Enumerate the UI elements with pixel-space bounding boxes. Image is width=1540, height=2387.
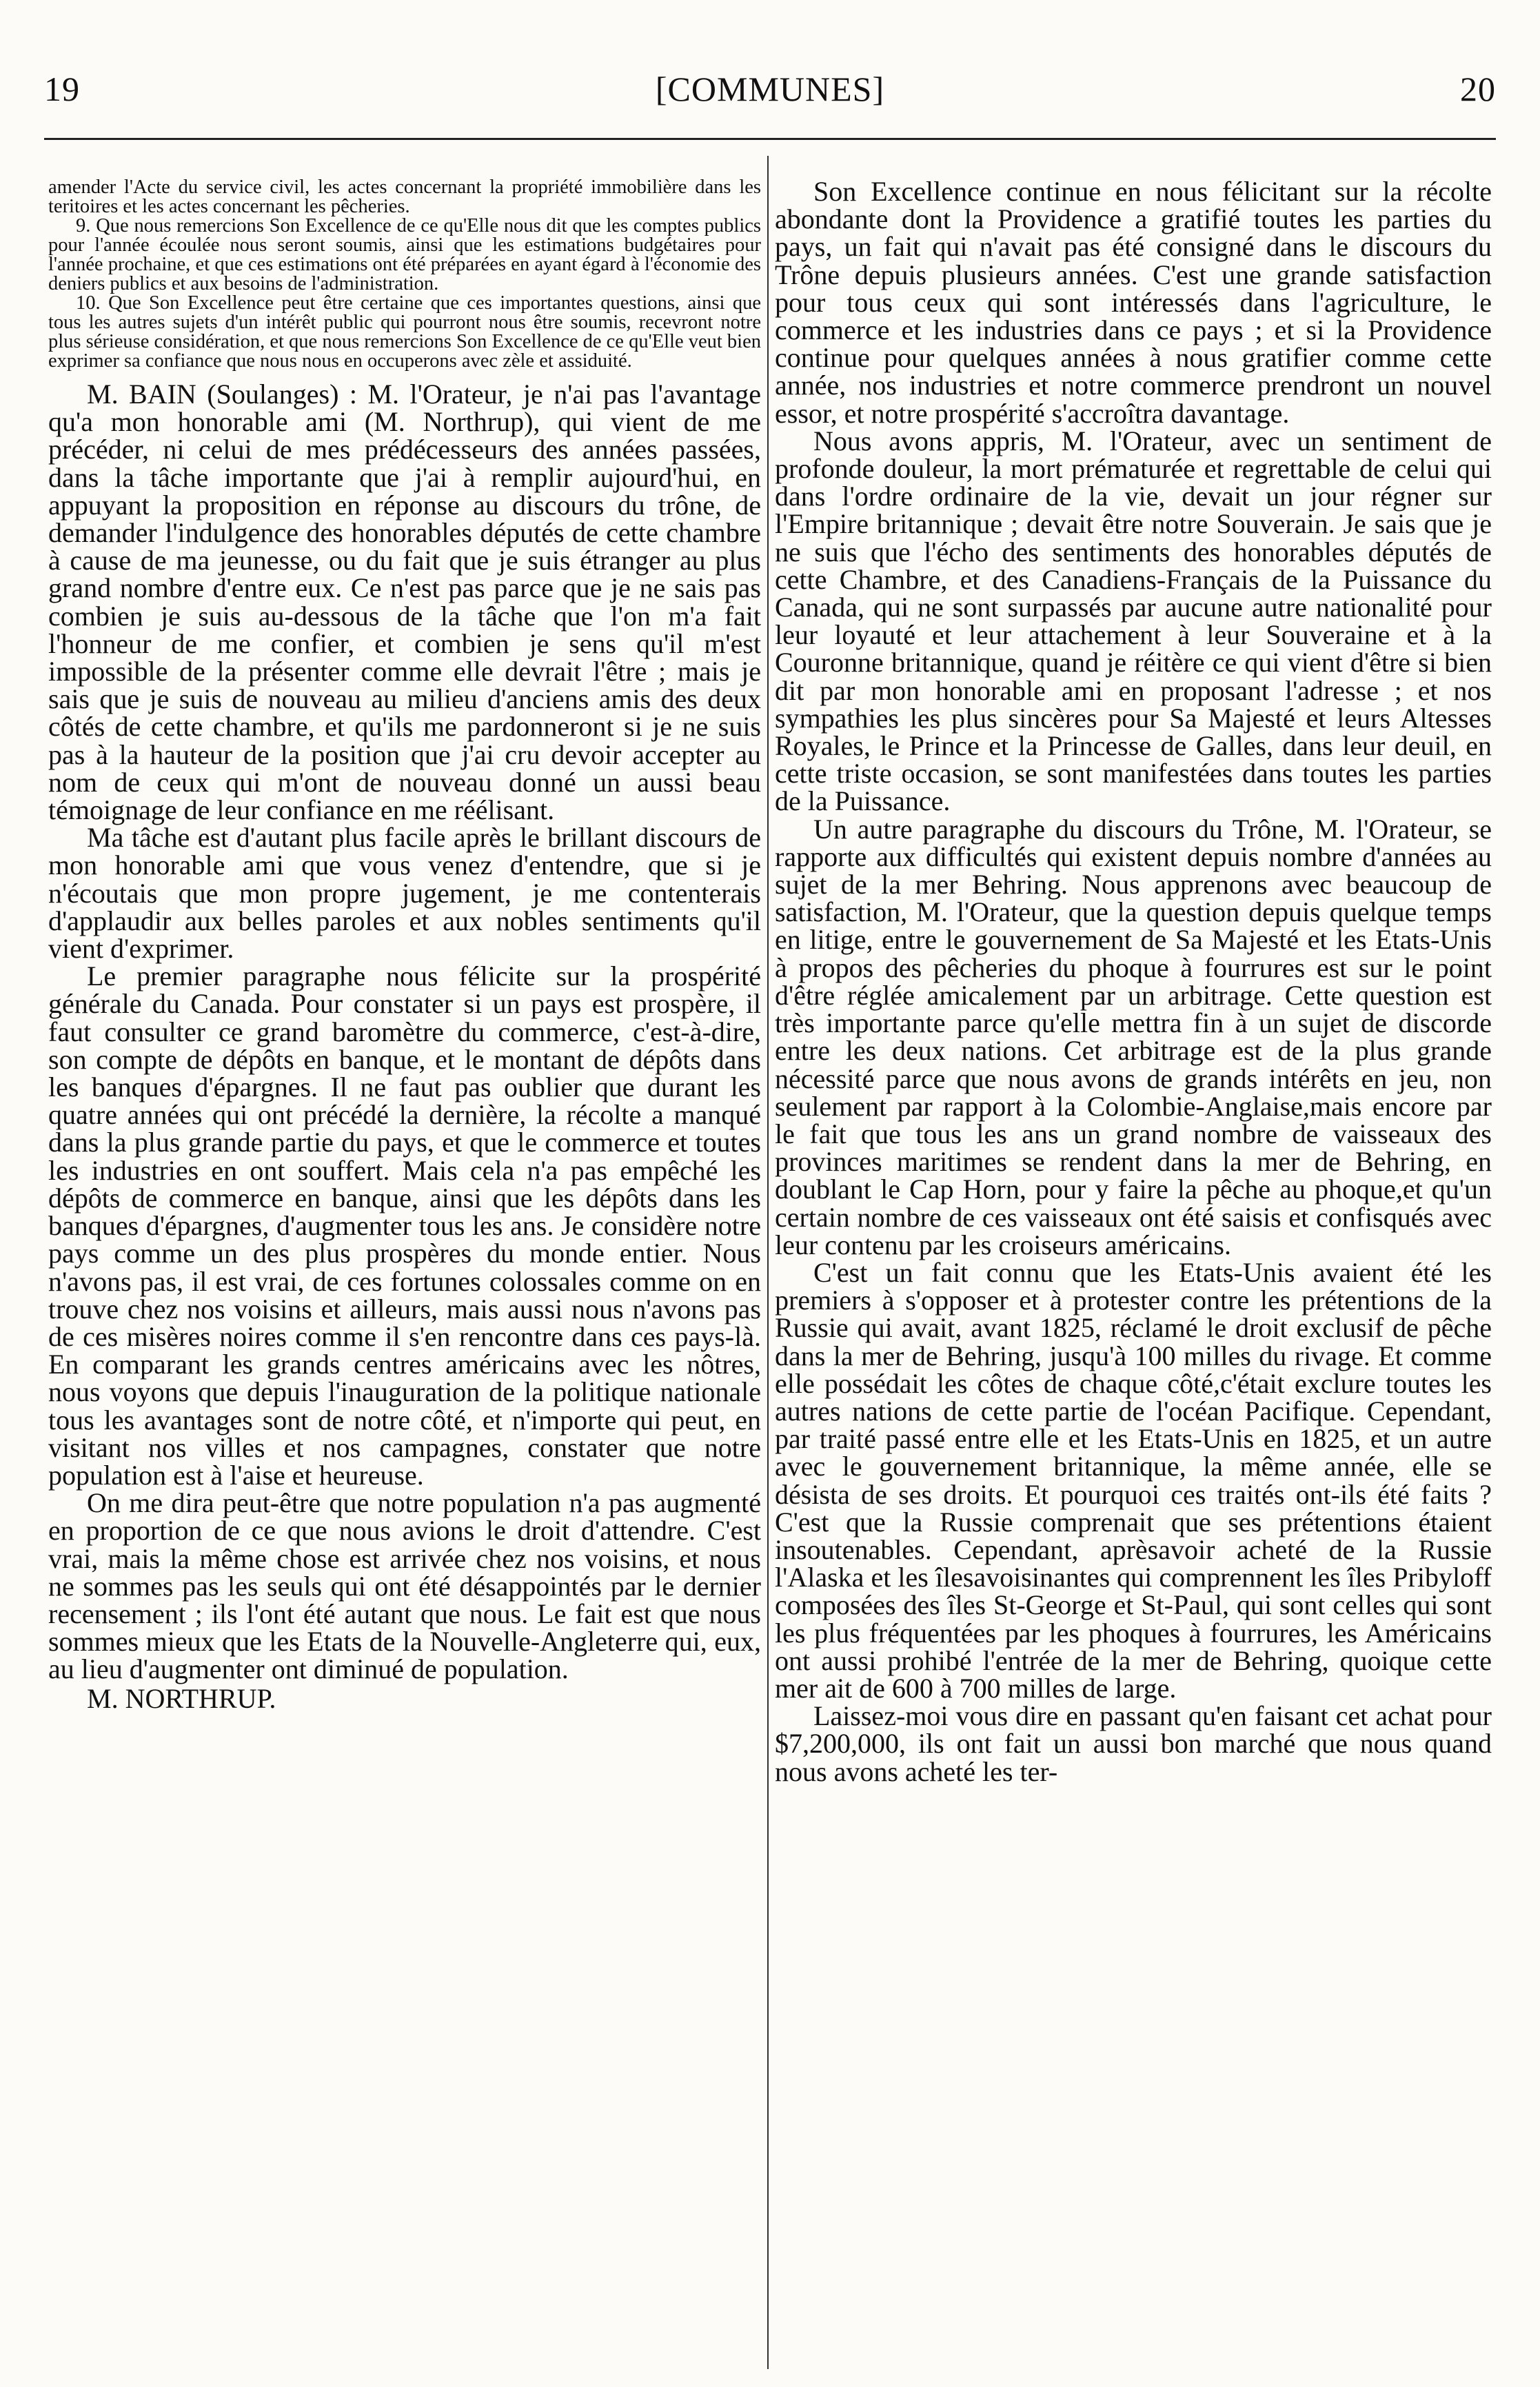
left-column	[48, 178, 761, 2370]
speech-paragraph: Ma tâche est d'autant plus facile après le brillant discours de mon honorable ami que vous venez d'entendre, que si je n'écoutais que mon propre jugement, je me contenterais d'applaudir aux belles paroles et aux nobles sentiments qu'il vient d'exprimer.	[48, 822, 761, 965]
speech-paragraph: C'est un fait connu que les Etats-Unis avaient été les premiers à s'opposer et à protester contre les prétentions de la Russie qui avait, avant 1825, réclamé le droit exclusif de pêche dans la mer de Behring, jusqu'à 100 milles du rivage. Et comme elle possédait les côtes de chaque côté,c'était exclure toutes les autres nations de cette partie de l'océan Pacifique. Cependant, par traité passé entre elle et les Etats-Unis en 1825, et un autre avec le gouvernement britannique, la même année, elle se désista de ses droits. Et pourquoi ces traités ont-ils été faits ? C'est que la Russie comprenait que ses prétentions étaient insoutenables. Cependant, aprèsavoir acheté de la Russie l'Alaska et les îlesavoisinantes qui comprennent les îles Pribyloff composées des îles St-George et St-Paul, qui sont celles qui sont les plus fréquentées par les phoques à fourrures, les Américains ont aussi prohibé l'entrée de la mer de Behring, quoique cette mer ait de 600 à 700 milles de large.	[775, 1256, 1492, 1704]
address-paragraph: 10. Que Son Excellence peut être certaine que ces importantes questions, ainsi que tous les autres sujets d'un intérêt public qui pourront nous être soumis, recevront notre plus sérieuse considération, et que nous remercions Son Excellence de ce qu'Elle veut bien exprimer sa confiance que nous nous en occuperons avec zèle et assiduité.	[48, 292, 761, 372]
speech-paragraph	[48, 381, 761, 824]
speaker-name: M. BAIN	[87, 379, 196, 410]
closing-speaker: M. NORTHRUP.	[87, 1682, 276, 1714]
address-paragraph: 9. Que nous remercions Son Excellence de ce qu'Elle nous dit que les comptes publics pour l'année écoulée nous seront soumis, ainsi que les estimations budgétaires pour l'année prochaine, et que ces estimations ont été préparées en ayant égard à l'économie des deniers publics et aux besoins de l'administration.	[48, 215, 761, 294]
page-number-left: 19	[44, 70, 80, 108]
speech-paragraph: Un autre paragraphe du discours du Trône, M. l'Orateur, se rapporte aux difficultés qui existent depuis nombre d'années au sujet de la mer Behring. Nous apprenons avec beaucoup de satisfaction, M. l'Orateur, que la question depuis quelque temps en litige, entre le gouvernement de Sa Majesté et les Etats-Unis à propos des pêcheries du phoque à fourrures est sur le point d'être réglée amicalement par un arbitrage. Cette question est très importante parce qu'elle mettra fin à un sujet de discorde entre les deux nations. Cet arbitrage est de la plus grande nécessité parce que nous avons de grands intérêts en jeu, non seulement par rapport à la Colombie-Anglaise,mais encore par le fait que tous les ans un grand nombre de vaisseaux des provinces maritimes se rendent dans la mer de Behring, en doublant le Cap Horn, pour y faire la pêche au phoque,et qu'un certain nombre de ces vaisseaux ont été saisis et confisqués avec leur contenu par les croiseurs américains.	[775, 813, 1492, 1260]
running-title: [COMMUNES]	[655, 70, 885, 108]
column-divider	[767, 156, 769, 2369]
page-number-right: 20	[1460, 70, 1496, 108]
speech-paragraph: Son Excellence continue en nous félicitant sur la récolte abondante dont la Providence a gratifié toutes les parties du pays, un fait qui n'avait pas été consigné dans le discours du Trône depuis plusieurs années. C'est une grande satisfaction pour tous ceux qui sont intéressés dans l'agriculture, le commerce et les industries dans ce pays ; et si la Providence continue pour quelques années à nous gratifier comme cette année, nos industries et notre commerce prendront un nouvel essor, et notre prospérité s'accroîtra davantage.	[775, 178, 1492, 429]
speech-text: M. l'Orateur, je n'ai pas l'avantage qu'a mon honorable ami (M. Northrup), qui vient de me précéder, ni celui de mes prédécesseurs des années passées, dans la tâche importante que j'ai à remplir aujourd'hui, en appuyant la proposition en réponse au discours du trône, de demander l'indulgence des honorables députés de cette chambre à cause de ma jeunesse, ou du fait que je suis étranger au plus grand nombre d'entre eux. Ce n'est pas parce que je ne sais pas combien je suis au-dessous de la tâche que l'on m'a fait l'honneur de me confier, et combien je sens qu'il m'est impossible de la présenter comme elle devrait l'être ; mais je sais que je suis de nouveau au milieu d'anciens amis des deux côtés de cette chambre, et qu'ils me pardonneront si je ne suis pas à la hauteur de la position que j'ai cru devoir accepter au nom de ceux qui m'ont de nouveau donné un aussi beau témoignage de leur confiance en me réélisant.	[48, 379, 761, 826]
right-column	[775, 178, 1492, 2370]
speech-paragraph: Laissez-moi vous dire en passant qu'en faisant cet achat pour $7,200,000, ils ont fait un aussi bon marché que nous quand nous avons acheté les ter-	[775, 1700, 1492, 1787]
speech-paragraph: On me dira peut-être que notre population n'a pas augmenté en proportion de ce que nous avions le droit d'attendre. C'est vrai, mais la même chose est arrivée chez nos voisins, et nous ne sommes pas les seuls qui ont été désappointés par le dernier recensement ; ils l'ont été autant que nous. Le fait est que nous sommes mieux que les Etats de la Nouvelle-Angleterre qui, eux, au lieu d'augmenter ont diminué de population.	[48, 1487, 761, 1685]
speech-paragraph: Nous avons appris, M. l'Orateur, avec un sentiment de profonde douleur, la mort prématurée et regrettable de celui qui dans l'ordre ordinaire de la vie, devait un jour régner sur l'Empire britannique ; devait être notre Souverain. Je sais que je ne suis que l'écho des sentiments des honorables députés de cette Chambre, et des Canadiens-Français de la Puissance du Canada, qui ne sont surpassés par aucune autre nationalité pour leur loyauté et leur attachement à leur Souveraine et à la Couronne britannique, quand je réitère ce qui vient d'être si bien dit par mon honorable ami en proposant l'adresse ; et nos sympathies les plus sincères pour Sa Majesté et leurs Altesses Royales, le Prince et la Princesse de Galles, dans leur deuil, en cette triste occasion, se sont manifestées dans toutes les parties de la Puissance.	[775, 425, 1492, 817]
address-paragraph: amender l'Acte du service civil, les actes concernant la propriété immobilière dans les teritoires et les actes concernant les pêcheries.	[48, 178, 761, 217]
speaker-riding: (Soulanges) :	[207, 379, 357, 410]
running-header	[44, 69, 1496, 124]
speech-paragraph: Le premier paragraphe nous félicite sur la prospérité générale du Canada. Pour constater si un pays est prospère, il faut consulter ce grand baromètre du commerce, c'est-à-dire, son compte de dépôts en banque, et le montant de dépôts dans les banques d'épargnes. Il ne faut pas oublier que durant les quatre années qui ont précédé la dernière, la récolte a manqué dans la plus grande partie du pays, et que le commerce et toutes les industries en ont souffert. Mais cela n'a pas empêché les dépôts de commerce en banque, ainsi que les dépôts dans les banques d'épargnes, d'augmenter tous les ans. Je considère notre pays comme un des plus prospères du monde entier. Nous n'avons pas, il est vrai, de ces fortunes colossales comme on en trouve chez nos voisins et ailleurs, mais aussi nous n'avons pas de ces misères noires comme il s'en rencontre dans ces pays-là. En comparant les grands centres américains avec les nôtres, nous voyons que depuis l'inauguration de la politique nationale tous les avantages sont de notre côté, et n'importe qui peut, en visitant nos villes et nos campagnes, constater que notre population est à l'aise et heureuse.	[48, 960, 761, 1491]
header-rule	[44, 138, 1496, 140]
